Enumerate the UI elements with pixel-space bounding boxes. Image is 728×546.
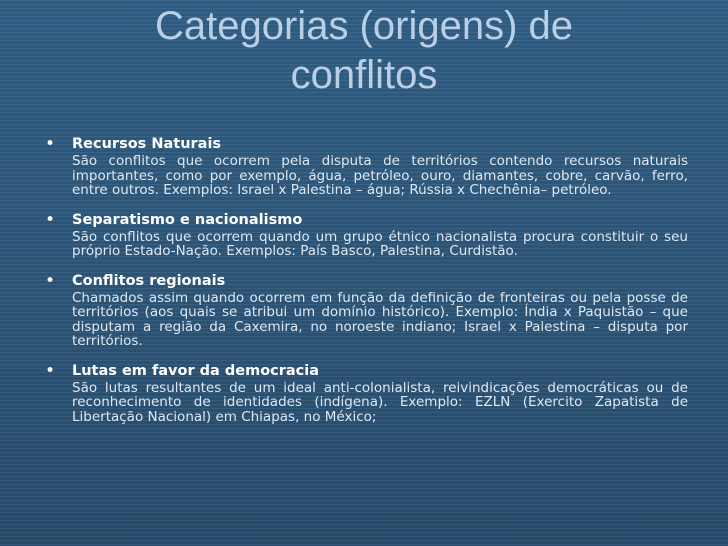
bullet-icon: • xyxy=(45,209,56,230)
bullet-list xyxy=(40,136,688,438)
list-item-separatismo xyxy=(40,209,688,259)
slide-title-line-1: Categorias (origens) de xyxy=(155,4,573,48)
item-text: São conflitos que ocorrem pela disputa de territórios contendo recursos naturais importantes, como por exemplo, água, petróleo, ouro, diamantes, cobre, carvão, ferro, entre outros. Exemplos: Israel x Palestina – água; Rússia x Chechênia– petróleo. xyxy=(72,153,688,198)
item-heading: Separatismo e nacionalismo xyxy=(72,211,303,228)
bullet-icon: • xyxy=(45,360,56,381)
bullet-icon: • xyxy=(45,134,56,154)
list-item-recursos-naturais xyxy=(40,136,688,198)
list-item-conflitos-regionais xyxy=(40,270,688,349)
item-heading: Recursos Naturais xyxy=(72,136,222,152)
item-heading: Lutas em favor da democracia xyxy=(72,362,320,379)
list-item-lutas-democracia xyxy=(40,360,688,425)
item-heading: Conflitos regionais xyxy=(72,272,226,289)
item-text: Chamados assim quando ocorrem em função da definição de fronteiras ou pela posse de territórios (aos quais se atribui um domínio histórico). Exemplo: Índia x Paquistão – que disputam a região da Caxemira, no noroeste indiano; Israel x Palestina – disputa por territórios. xyxy=(72,289,688,349)
slide-title xyxy=(40,2,688,100)
item-text: São lutas resultantes de um ideal anti-colonialista, reivindicações democráticas ou de reconhecimento de identidades (indígena). Exemplo: EZLN (Exercito Zapatista de Libertação Nacional) em Chiapas, no México; xyxy=(72,379,688,425)
slide-title-line-2: conflitos xyxy=(290,53,438,97)
item-text: São conflitos que ocorrem quando um grupo étnico nacionalista procura constituir o seu próprio Estado-Nação. Exemplos: País Basco, Palestina, Curdistão. xyxy=(72,228,688,259)
bullet-icon: • xyxy=(45,270,56,291)
